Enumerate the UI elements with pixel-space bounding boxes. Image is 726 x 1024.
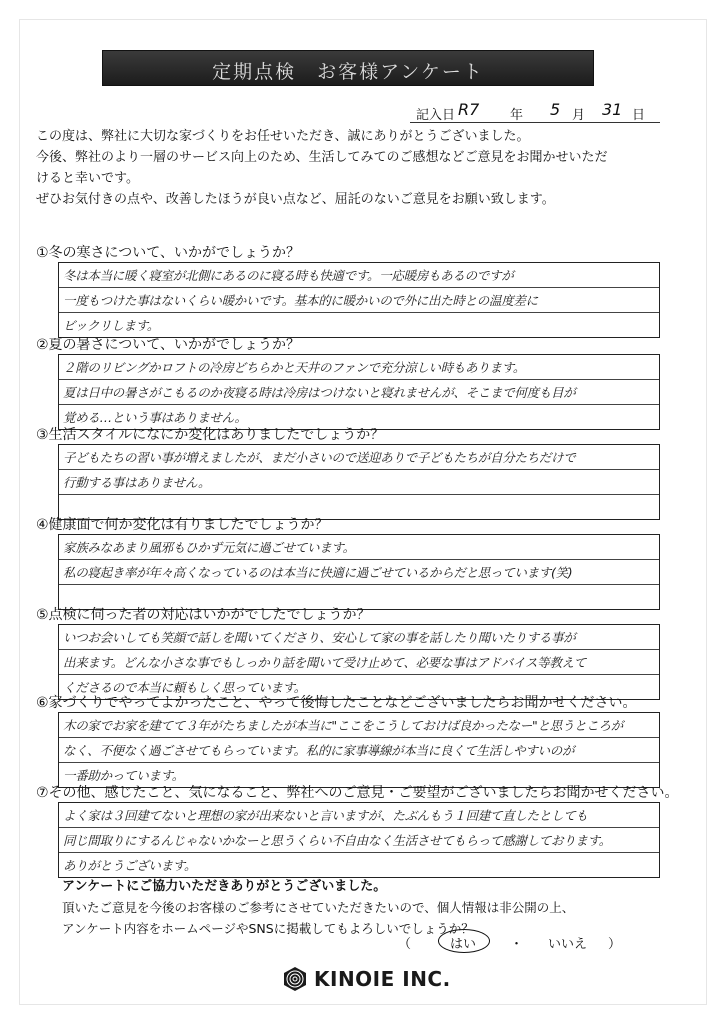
answer-text: 夏は日中の暑さがこもるのか夜寝る時は冷房はつけないと寝れませんが、そこまで何度も目が [63, 385, 576, 400]
answer-line [59, 263, 659, 288]
answer-text: 木の家でお家を建てて３年がたちましたが本当に"ここをこうしておけば良かったなー"と思うところが [63, 718, 623, 733]
answer-line [59, 738, 659, 763]
day-unit: 日 [632, 108, 646, 123]
answer-text: 家族みなあまり風邪もひかず元気に過ごせています。 [63, 540, 355, 555]
date-era: R7 [458, 100, 480, 119]
answer-text: 覚める…という事はありません。 [63, 410, 247, 425]
answer-line [59, 380, 659, 405]
answer-line [59, 625, 659, 650]
answer-line [59, 535, 659, 560]
paren-close: ） [608, 937, 622, 952]
answer-text: くださるので本当に頼もしく思っています。 [63, 680, 307, 695]
survey-page [20, 20, 706, 1004]
answer-box-1 [58, 262, 660, 338]
date-field [410, 100, 660, 123]
answer-text: 子どもたちの習い事が増えましたが、まだ小さいので送迎ありで子どもたちが自分たちだけで [63, 450, 576, 465]
answer-text: よく家は３回建てないと理想の家が出来ないと言いますが、たぶんもう１回建て直したとしても [63, 808, 588, 823]
answer-box-3 [58, 444, 660, 520]
choice-separator: ・ [510, 937, 524, 952]
answer-text: ありがとうございます。 [63, 858, 197, 873]
answer-line [59, 355, 659, 380]
year-unit: 年 [510, 108, 524, 123]
answer-box-5 [58, 624, 660, 700]
intro-line: この度は、弊社に大切な家づくりをお任せいただき、誠にありがとうございました。 [36, 129, 530, 144]
month-unit: 月 [572, 108, 586, 123]
wood-ring-icon [282, 966, 308, 992]
answer-text: 行動する事はありません。 [63, 475, 211, 490]
question-6: ⑥家づくりでやってよかったこと、やって後悔したことなどございましたらお聞かせください。 [36, 695, 637, 711]
question-1: ①冬の寒さについて、いかがでしょうか？ [36, 245, 300, 261]
answer-text: 冬は本当に暖く寝室が北側にあるのに寝る時も快適です。一応暖房もあるのですが [63, 268, 514, 283]
answer-text: 出来ます。どんな小さな事でもしっかり話を聞いて受け止めて、必要な事はアドバイス等教えて [63, 655, 586, 670]
answer-box-7 [58, 802, 660, 878]
answer-text: 私の寝起き率が年々高くなっているのは本当に快適に過ごせているからだと思っています(笑) [63, 565, 573, 580]
date-label: 記入日 [416, 108, 456, 123]
answer-text: 一度もつけた事はないくらい暖かいです。基本的に暖かいので外に出た時との温度差に [63, 293, 538, 308]
answer-line [59, 650, 659, 675]
choice-no[interactable]: いいえ [548, 937, 588, 952]
intro-line: ぜひお気付きの点や、改善したほうが良い点など、屈託のないご意見をお願い致します。 [36, 192, 555, 207]
answer-line [59, 560, 659, 585]
question-2: ②夏の暑さについて、いかがでしょうか？ [36, 337, 300, 353]
date-month: 5 [550, 100, 561, 119]
answer-text: ビックリします。 [63, 318, 160, 333]
closing-heading: アンケートにご協力いただきありがとうございました。 [62, 879, 387, 894]
closing-text [62, 876, 662, 939]
answer-text: 同じ間取りにするんじゃないかなーと思うくらい不自由なく生活させてもらって感謝しております。 [63, 833, 612, 848]
answer-text: ２階のリビングかロフトの冷房どちらかと天井のファンで充分涼しい時もあります。 [63, 360, 526, 375]
answer-text: なく、不便なく過ごさせてもらっています。私的に家事導線が本当に良くて生活しやすいのが [63, 743, 575, 758]
question-3: ③生活スタイルになにか変化はありましたでしょうか？ [36, 427, 385, 443]
answer-line [59, 470, 659, 495]
closing-line: アンケート内容をホームページやSNSに掲載してもよろしいでしょうか？ [62, 921, 474, 936]
logo-text: KINOIE INC. [314, 967, 451, 991]
date-day: 31 [602, 100, 623, 119]
question-4: ④健康面で何か変化は有りましたでしょうか？ [36, 517, 329, 533]
answer-line [59, 853, 659, 877]
question-7: ⑦その他、感じたこと、気になること、弊社へのご意見・ご要望がございましたらお聞かせください。 [36, 785, 679, 801]
company-logo [282, 964, 462, 994]
answer-box-6 [58, 712, 660, 788]
answer-text: 一番助かっています。 [63, 768, 185, 783]
answer-text: いつお会いしても笑顔で話しを聞いてくださり、安心して家の事を話したり聞いたりする事が [63, 630, 576, 645]
answer-line [59, 828, 659, 853]
page-title: 定期点検 お客様アンケート [212, 61, 484, 83]
intro-line: けると幸いです。 [36, 171, 139, 186]
intro-line: 今後、弊社のより一層のサービス向上のため、生活してみてのご感想などご意見をお聞かせいただ [36, 150, 608, 165]
closing-line: 頂いたご意見を今後のお客様のご参考にさせていただきたいので、個人情報は非公開の上、 [62, 900, 575, 915]
answer-line [59, 288, 659, 313]
answer-box-4 [58, 534, 660, 610]
intro-text [36, 126, 676, 210]
paren-open: （ [398, 937, 412, 952]
choice-yes[interactable]: はい [450, 937, 477, 952]
answer-line [59, 713, 659, 738]
question-5: ⑤点検に伺った者の対応はいかがでしたでしょうか？ [36, 607, 371, 623]
answer-box-2 [58, 354, 660, 430]
answer-line [59, 803, 659, 828]
title-banner [102, 50, 594, 86]
answer-line [59, 445, 659, 470]
